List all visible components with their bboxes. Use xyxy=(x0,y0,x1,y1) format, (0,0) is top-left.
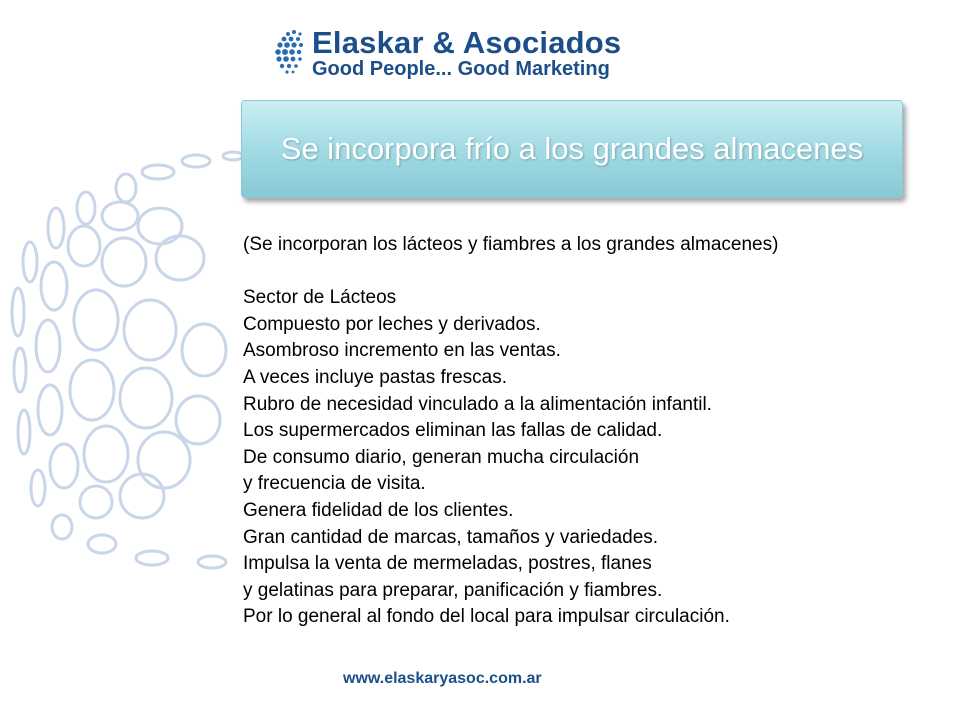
body-line: y frecuencia de visita. xyxy=(243,473,426,495)
body-line: Gran cantidad de marcas, tamaños y variedades. xyxy=(243,526,659,548)
body-line: Compuesto por leches y derivados. xyxy=(243,313,541,335)
intro-text: (Se incorporan los lácteos y fiambres a los grandes almacenes) xyxy=(243,234,779,255)
body-line: A veces incluye pastas frescas. xyxy=(243,366,508,388)
slide-body xyxy=(243,232,943,631)
body-line: Los supermercados eliminan las fallas de calidad. xyxy=(243,420,663,442)
body-line: Rubro de necesidad vinculado a la alimentación infantil. xyxy=(243,393,712,415)
company-name: Elaskar & Asociados xyxy=(312,25,622,60)
slide-title-box xyxy=(241,100,903,198)
spacer xyxy=(243,259,943,286)
body-line: Asombroso incremento en las ventas. xyxy=(243,340,561,362)
body-line: De consumo diario, generan mucha circulación xyxy=(243,446,640,468)
body-line: Genera fidelidad de los clientes. xyxy=(243,499,514,521)
company-logo xyxy=(272,22,622,82)
dotted-sphere-icon xyxy=(272,28,312,76)
footer-url[interactable]: www.elaskaryasoc.com.ar xyxy=(343,670,542,687)
body-line: y gelatinas para preparar, panificación y fiambres. xyxy=(243,579,663,601)
body-line: Por lo general al fondo del local para impulsar circulación. xyxy=(243,606,730,628)
section-heading: Sector de Lácteos xyxy=(243,287,397,309)
slide-title: Se incorpora frío a los grandes almacenes xyxy=(280,131,864,166)
company-tagline: Good People... Good Marketing xyxy=(312,58,610,80)
body-line: Impulsa la venta de mermeladas, postres, flanes xyxy=(243,553,652,575)
